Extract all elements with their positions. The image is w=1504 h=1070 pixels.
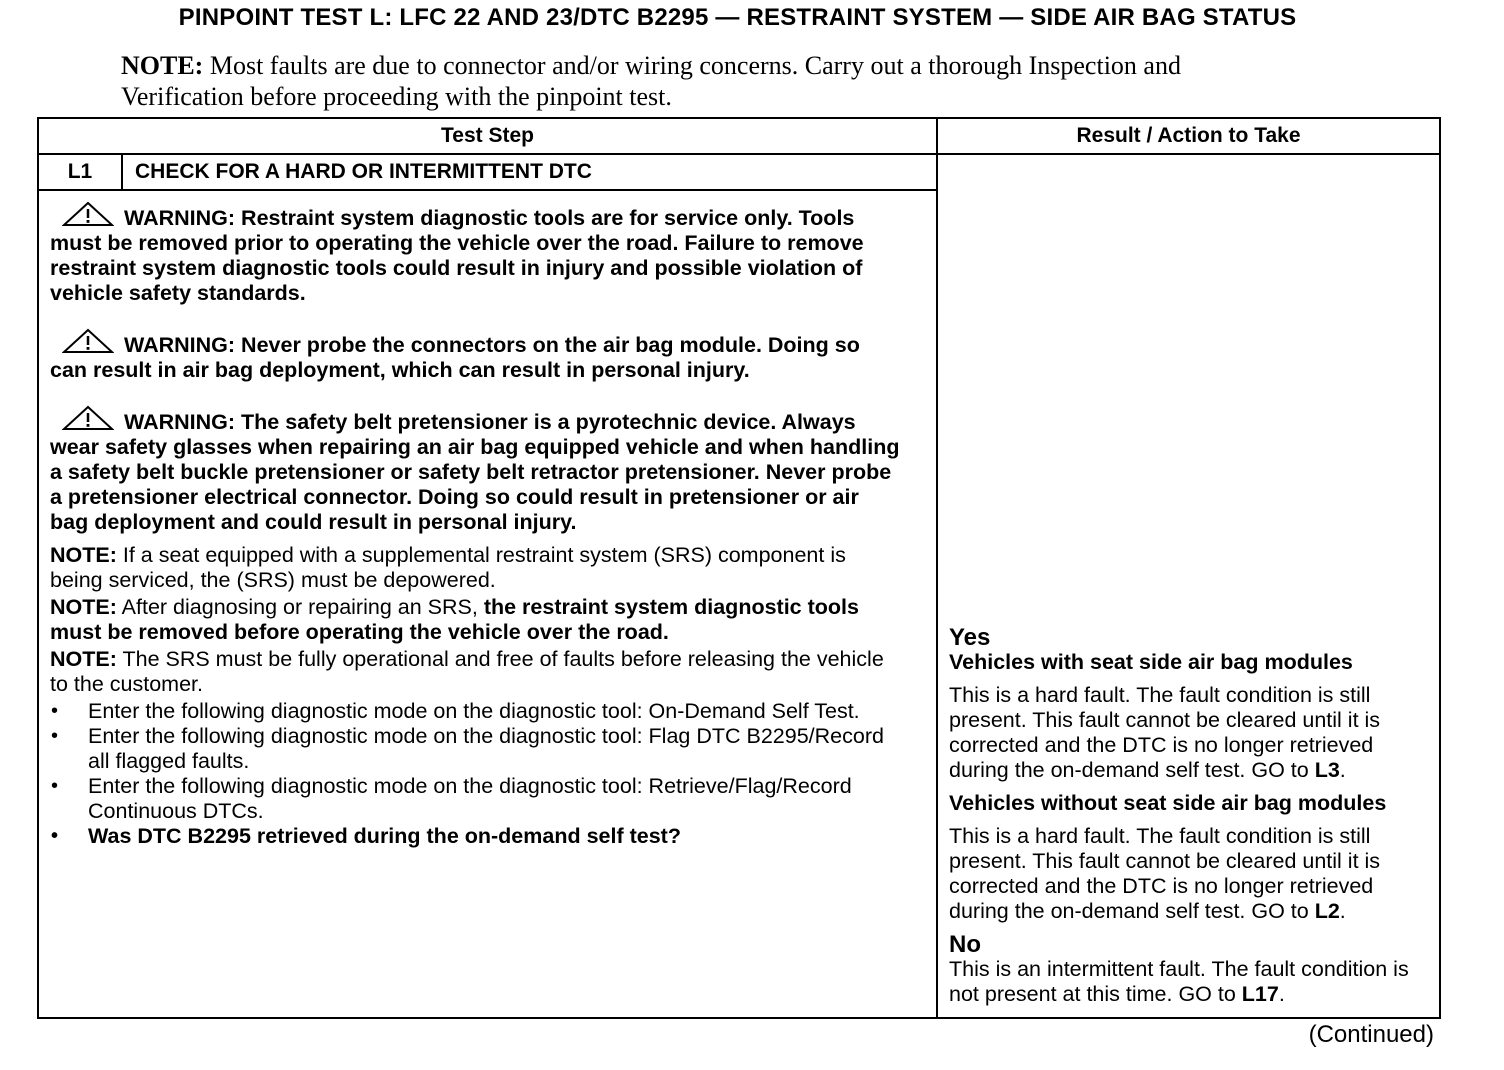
page-title: PINPOINT TEST L: LFC 22 AND 23/DTC B2295 — RESTRAINT SYSTEM — SIDE AIR BAG STATUS	[178, 4, 1297, 31]
warning-2: WARNING: Never probe the connectors on the air bag module. Doing so can result in air bag deployment, which can result in personal injury.	[50, 328, 900, 383]
list-item: • Enter the following diagnostic mode on the diagnostic tool: On-Demand Self Test.	[50, 699, 900, 724]
result-no-label: No	[949, 931, 981, 958]
header-result: Result / Action to Take	[937, 118, 1440, 154]
step-instructions	[50, 699, 900, 849]
result-without-modules-heading: Vehicles without seat side air bag modules	[949, 791, 1387, 815]
warning-1: WARNING: Restraint system diagnostic tools are for service only. Tools must be removed prior to operating the vehicle over the road. Failure to remove restraint system diagnostic tools could result in injury and possible violation of vehicle safety standards.	[50, 201, 900, 306]
list-item: • Enter the following diagnostic mode on the diagnostic tool: Retrieve/Flag/Record Continuous DTCs.	[50, 774, 900, 824]
goto-l3-link[interactable]: L3	[1314, 758, 1340, 782]
result-with-modules-text: This is a hard fault. The fault condition is still present. This fault cannot be cleared until it is corrected and the DTC is no longer retrieved during the on-demand self test. GO to L3.	[949, 683, 1381, 782]
list-item-question: • Was DTC B2295 retrieved during the on-demand self test?	[50, 824, 900, 849]
step-name: CHECK FOR A HARD OR INTERMITTENT DTC	[122, 154, 937, 190]
result-cell	[937, 154, 1440, 1018]
result-without-modules-text: This is a hard fault. The fault condition is still present. This fault cannot be cleared until it is corrected and the DTC is no longer retrieved during the on-demand self test. GO to L2.	[949, 824, 1381, 923]
note-1: NOTE: If a seat equipped with a supplemental restraint system (SRS) component is being serviced, the (SRS) must be depowered.	[50, 543, 846, 592]
warning-triangle-icon	[62, 405, 114, 431]
continued-label: (Continued)	[1308, 1021, 1434, 1048]
intro-note-text: Most faults are due to connector and/or wiring concerns. Carry out a thorough Inspection and Verification before proceeding with the pinpoint test.	[121, 51, 1181, 111]
step-body	[38, 190, 937, 1018]
header-test-step: Test Step	[38, 118, 937, 154]
intro-note-label: NOTE:	[121, 51, 204, 80]
warning-triangle-icon	[62, 201, 114, 227]
table-header-row	[38, 118, 1440, 154]
step-title-row	[38, 154, 1440, 190]
list-item: • Enter the following diagnostic mode on the diagnostic tool: Flag DTC B2295/Record all flagged faults.	[50, 724, 900, 774]
goto-l2-link[interactable]: L2	[1314, 899, 1340, 923]
result-no-text: This is an intermittent fault. The fault condition is not present at this time. GO to L17.	[949, 957, 1409, 1006]
note-3: NOTE: The SRS must be fully operational and free of faults before releasing the vehicle to the customer.	[50, 647, 884, 696]
note-2: NOTE: After diagnosing or repairing an SRS, the restraint system diagnostic tools must be removed before operating the vehicle over the road.	[50, 595, 859, 644]
step-number: L1	[38, 154, 122, 190]
warning-3: WARNING: The safety belt pretensioner is a pyrotechnic device. Always wear safety glasses when repairing an air bag equipped vehicle and when handling a safety belt buckle pretensioner or safety belt retractor pretensioner. Never probe a pretensioner electrical connector. Doing so could result in pretensioner or air bag deployment and could result in personal injury.	[50, 405, 900, 535]
intro-note	[121, 50, 1271, 112]
goto-l17-link[interactable]: L17	[1241, 982, 1279, 1006]
result-yes-label: Yes	[949, 624, 991, 651]
result-with-modules-heading: Vehicles with seat side air bag modules	[949, 650, 1353, 674]
pinpoint-table	[37, 117, 1441, 1019]
warning-triangle-icon	[62, 328, 114, 354]
